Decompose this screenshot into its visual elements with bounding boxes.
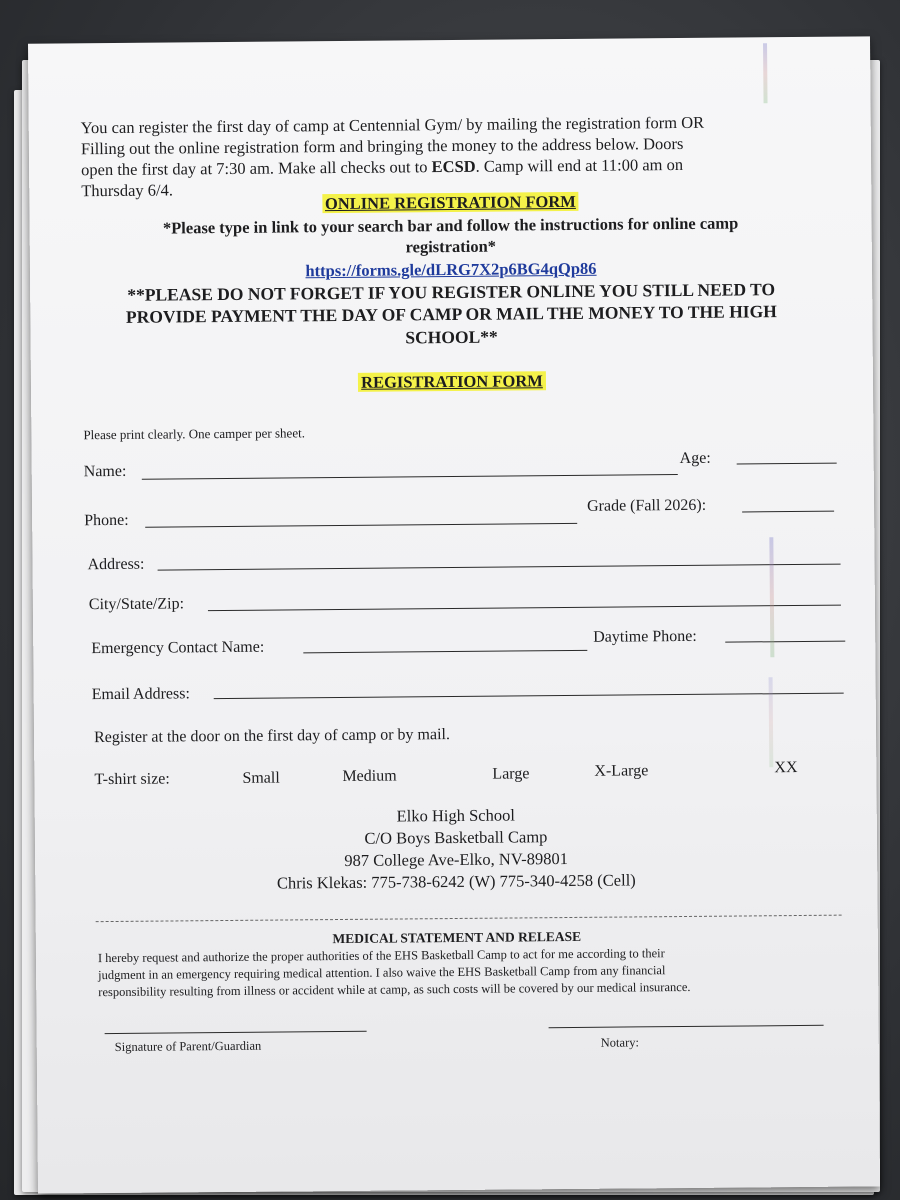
grade-input-line[interactable]: [742, 511, 834, 513]
phone-input-line[interactable]: [145, 523, 577, 528]
print-artifact: [769, 677, 774, 767]
intro-line-text: open the first day at 7:30 am. Make all checks out to: [81, 157, 432, 180]
address-block-line: 987 College Ave-Elko, NV-89801: [344, 849, 569, 870]
city-input-line[interactable]: [208, 605, 841, 612]
medical-text-line: judgment in an emergency requiring medical attention. I also waive the EHS Basketball Camp from any financial: [98, 963, 666, 983]
print-artifact: [763, 43, 768, 103]
address-block-line: Chris Klekas: 775-738-6242 (W) 775-340-4258 (Cell): [276, 870, 636, 893]
address-input-line[interactable]: [158, 564, 841, 571]
address-block-line: C/O Boys Basketball Camp: [364, 827, 548, 848]
intro-line-tail: . Camp will end at 11:00 am on: [475, 154, 684, 176]
payment-warning: **PLEASE DO NOT FORGET IF YOU REGISTER ONLINE YOU STILL NEED TO: [127, 279, 776, 305]
payment-warning: PROVIDE PAYMENT THE DAY OF CAMP OR MAIL THE MONEY TO THE HIGH: [125, 301, 777, 327]
registration-heading-text: REGISTRATION FORM: [358, 371, 546, 392]
print-artifact: [769, 537, 774, 657]
signature-line[interactable]: [105, 1031, 367, 1034]
tshirt-size-option[interactable]: Medium: [342, 767, 397, 785]
daytime-phone-label: Daytime Phone:: [593, 627, 697, 646]
payment-warning: SCHOOL**: [405, 326, 498, 348]
tshirt-size-option[interactable]: X-Large: [594, 762, 649, 780]
print-note: Please print clearly. One camper per sheet.: [83, 425, 305, 443]
email-label: Email Address:: [91, 685, 190, 704]
registration-heading: [31, 368, 873, 395]
online-heading-text: ONLINE REGISTRATION FORM: [322, 192, 579, 213]
cut-line-divider: [96, 915, 842, 923]
age-input-line[interactable]: [737, 463, 837, 465]
ecsd-text: ECSD: [431, 156, 476, 177]
signature-label: Signature of Parent/Guardian: [114, 1038, 262, 1054]
intro-line: Filling out the online registration form and bringing the money to the address below. Doors: [80, 133, 684, 159]
intro-paragraph: [81, 111, 822, 201]
daytime-phone-input-line[interactable]: [725, 641, 845, 643]
online-instruction: registration*: [405, 236, 497, 257]
age-label: Age:: [679, 449, 711, 468]
grade-label: Grade (Fall 2026):: [586, 496, 707, 515]
intro-line: You can register the first day of camp at Centennial Gym/ by mailing the registration form OR: [80, 112, 705, 138]
emergency-contact-label: Emergency Contact Name:: [91, 638, 265, 658]
tshirt-size-option[interactable]: Large: [492, 765, 530, 783]
name-label: Name:: [83, 462, 127, 481]
phone-label: Phone:: [84, 511, 129, 530]
address-label: Address:: [87, 555, 145, 574]
emergency-contact-input-line[interactable]: [303, 650, 587, 653]
intro-line: Thursday 6/4.: [81, 180, 174, 201]
notary-line[interactable]: [549, 1025, 824, 1028]
online-form-link[interactable]: https://forms.gle/dLRG7X2p6BG4qQp86: [305, 258, 597, 281]
tshirt-size-option[interactable]: Small: [242, 769, 280, 787]
online-instruction: *Please type in link to your search bar and follow the instructions for online camp: [162, 213, 739, 238]
registration-sheet: [28, 36, 880, 1193]
medical-text-line: responsibility resulting from illness or accident while at camp, as such costs will be covered by our medical insurance.: [98, 979, 691, 1000]
city-label: City/State/Zip:: [88, 595, 185, 614]
notary-label: Notary:: [600, 1035, 639, 1050]
email-input-line[interactable]: [214, 693, 844, 699]
medical-heading: MEDICAL STATEMENT AND RELEASE: [332, 928, 582, 947]
name-input-line[interactable]: [142, 474, 678, 480]
address-block-line: Elko High School: [396, 805, 515, 826]
tshirt-label: T-shirt size:: [94, 770, 170, 789]
medical-text-line: I hereby request and authorize the proper authorities of the EHS Basketball Camp to act for me according to their: [97, 946, 665, 966]
register-note: Register at the door on the first day of camp or by mail.: [93, 726, 451, 747]
tshirt-size-option[interactable]: XX: [774, 759, 798, 777]
